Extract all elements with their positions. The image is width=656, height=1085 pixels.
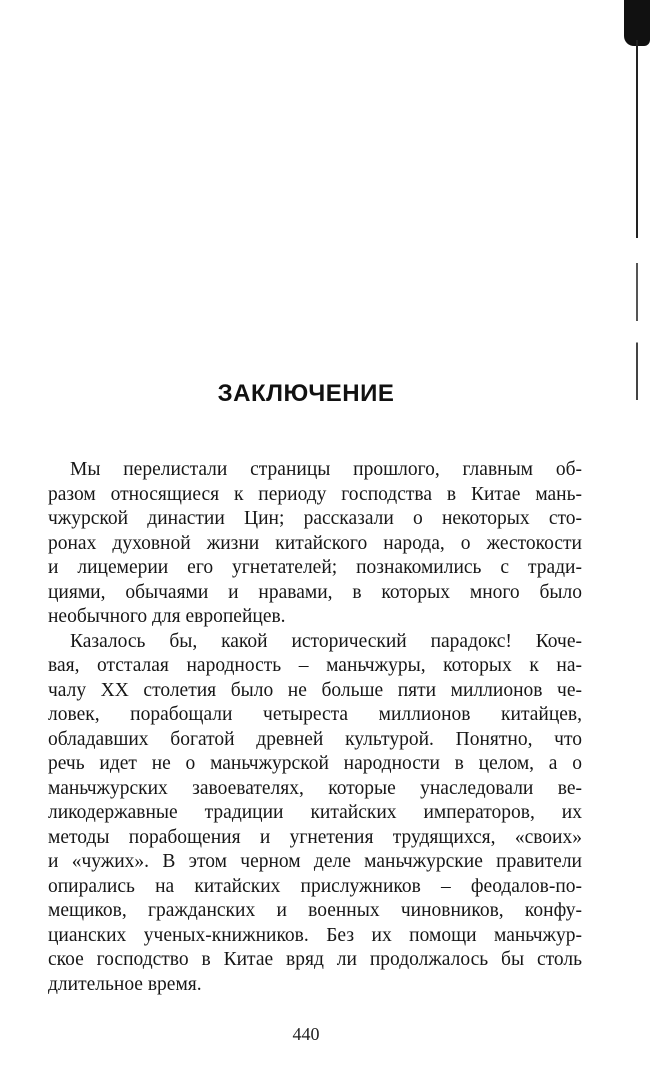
text-line: ронах духовной жизни китайского народа, о жестокости	[48, 532, 582, 554]
text-line: ликодержавные традиции китайских императоров, их	[48, 802, 582, 823]
text-line: необычного для европейцев.	[48, 606, 286, 627]
paragraph-2	[48, 630, 582, 998]
text-line: длительное время.	[48, 973, 202, 995]
text-line: Казалось бы, какой исторический парадокс! Коче-	[70, 630, 582, 652]
text-line: маньчжурских завоевателях, которые унаследовали ве-	[48, 777, 582, 799]
page-number: 440	[292, 1024, 320, 1044]
text-line: и «чужих». В этом черном деле маньчжурские правители	[48, 851, 582, 872]
text-line: опирались на китайских прислужников – феодалов-по-	[48, 875, 582, 897]
text-line: обладавших богатой древней культурой. Понятно, что	[48, 728, 582, 750]
text-line: ское господство в Китае вряд ли продолжалось бы столь	[48, 949, 582, 970]
text-line: чжурской династии Цин; рассказали о некоторых сто-	[48, 508, 582, 529]
text-line: ловек, порабощали четыреста миллионов китайцев,	[48, 704, 582, 725]
text-line: цианских ученых-книжников. Без их помощи маньчжур-	[48, 924, 582, 946]
text-line: вая, отсталая народность – маньчжуры, которых к на-	[48, 655, 582, 676]
text-line: чалу XX столетия было не больше пяти миллионов че-	[48, 679, 582, 701]
paragraph-1	[48, 458, 582, 630]
text-line: и лицемерии его угнетателей; познакомились с тради-	[48, 557, 582, 578]
chapter-heading: ЗАКЛЮЧЕНИЕ	[217, 380, 395, 407]
text-line: разом относящиеся к периоду господства в Китае мань-	[48, 483, 582, 505]
text-line: речь идет не о маньчжурской народности в целом, а о	[48, 753, 582, 774]
body-text	[48, 458, 582, 997]
text-line: методы порабощения и угнетения трудящихся, «своих»	[48, 826, 582, 848]
text-line: циями, обычаями и нравами, в которых много было	[48, 581, 582, 603]
scan-edge-artifact	[620, 0, 650, 400]
text-line: Мы перелистали страницы прошлого, главным об-	[70, 459, 582, 480]
text-line: мещиков, гражданских и военных чиновников, конфу-	[48, 900, 582, 921]
